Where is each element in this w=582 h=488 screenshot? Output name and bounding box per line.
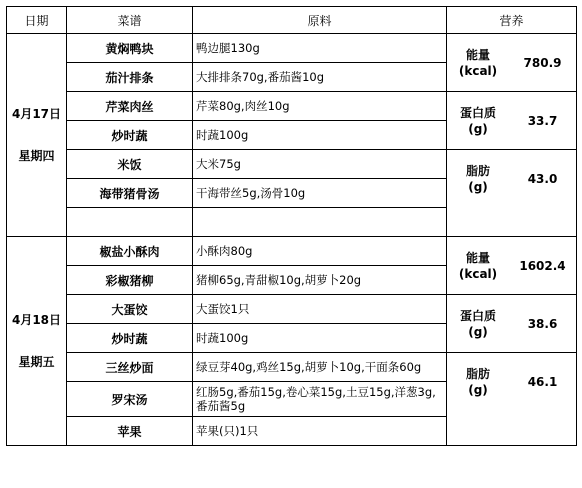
dish-ingredients: 时蔬100g xyxy=(193,121,447,150)
table-row xyxy=(7,295,577,324)
table-row xyxy=(7,34,577,63)
dish-ingredients: 时蔬100g xyxy=(193,324,447,353)
header-nutrition: 营养 xyxy=(447,7,577,34)
nutrition-value: 780.9 xyxy=(523,55,562,70)
dish-ingredients: 大排排条70g,番茄酱10g xyxy=(193,63,447,92)
nutrition-label: 能量 xyxy=(465,250,490,265)
nutrition-unit: (g) xyxy=(468,121,488,136)
dish-ingredients: 绿豆芽40g,鸡丝15g,胡萝卜10g,干面条60g xyxy=(193,353,447,382)
nutrition-label: 蛋白质 xyxy=(459,105,496,120)
nutrition-unit: (g) xyxy=(468,383,488,397)
table-row xyxy=(7,92,577,121)
nutrition-value: 43.0 xyxy=(527,172,558,186)
nutrition-unit: (g) xyxy=(468,324,488,339)
nutrition-cell-fat xyxy=(447,150,577,237)
nutrition-value: 1602.4 xyxy=(519,258,566,273)
dish-name: 芹菜肉丝 xyxy=(67,92,193,121)
nutrition-label: 能量 xyxy=(465,47,490,62)
dish-ingredients: 大米75g xyxy=(193,150,447,179)
table-row xyxy=(7,237,577,266)
day-weekday: 星期五 xyxy=(18,355,55,369)
nutrition-label: 脂肪 xyxy=(465,367,490,381)
dish-ingredients: 猪柳65g,青甜椒10g,胡萝卜20g xyxy=(193,266,447,295)
dish-name: 大蛋饺 xyxy=(67,295,193,324)
dish-ingredients: 干海带丝5g,汤骨10g xyxy=(193,179,447,208)
dish-ingredients: 大蛋饺1只 xyxy=(193,295,447,324)
dish-name: 茄汁排条 xyxy=(67,63,193,92)
nutrition-cell-fat xyxy=(447,353,577,446)
table-row xyxy=(7,150,577,179)
dish-ingredients: 红肠5g,番茄15g,卷心菜15g,土豆15g,洋葱3g,番茄酱5g xyxy=(193,382,447,417)
nutrition-cell-energy xyxy=(447,34,577,92)
dish-name: 三丝炒面 xyxy=(67,353,193,382)
header-dish: 菜谱 xyxy=(67,7,193,34)
nutrition-label: 蛋白质 xyxy=(459,308,496,323)
dish-name: 罗宋汤 xyxy=(67,382,193,417)
nutrition-value: 46.1 xyxy=(527,375,558,389)
menu-table xyxy=(6,6,577,446)
dish-name: 炒时蔬 xyxy=(67,324,193,353)
dish-ingredients: 苹果(只)1只 xyxy=(193,417,447,446)
nutrition-label: 脂肪 xyxy=(465,164,490,178)
dish-name: 苹果 xyxy=(67,417,193,446)
dish-ingredients: 小酥肉80g xyxy=(193,237,447,266)
dish-ingredients: 芹菜80g,肉丝10g xyxy=(193,92,447,121)
nutrition-value: 38.6 xyxy=(527,316,558,331)
table-row xyxy=(7,353,577,382)
nutrition-unit: (kcal) xyxy=(458,266,498,281)
dish-name: 米饭 xyxy=(67,150,193,179)
dish-name: 海带猪骨汤 xyxy=(67,179,193,208)
nutrition-value: 33.7 xyxy=(527,113,558,128)
header-ingredients: 原料 xyxy=(193,7,447,34)
day-weekday: 星期四 xyxy=(18,149,55,163)
dish-name: 彩椒猪柳 xyxy=(67,266,193,295)
nutrition-cell-protein xyxy=(447,295,577,353)
dish-name: 黄焖鸭块 xyxy=(67,34,193,63)
day-date-cell xyxy=(7,34,67,237)
dish-name: 炒时蔬 xyxy=(67,121,193,150)
nutrition-cell-energy xyxy=(447,237,577,295)
day-date-cell xyxy=(7,237,67,446)
day-date: 4月17日 xyxy=(11,107,62,121)
nutrition-unit: (kcal) xyxy=(458,63,498,78)
nutrition-unit: (g) xyxy=(468,180,488,194)
dish-name xyxy=(67,208,193,237)
header-row xyxy=(7,7,577,34)
dish-name: 椒盐小酥肉 xyxy=(67,237,193,266)
dish-ingredients: 鸭边腿130g xyxy=(193,34,447,63)
nutrition-cell-protein xyxy=(447,92,577,150)
header-date: 日期 xyxy=(7,7,67,34)
day-date: 4月18日 xyxy=(11,313,62,327)
dish-ingredients xyxy=(193,208,447,237)
